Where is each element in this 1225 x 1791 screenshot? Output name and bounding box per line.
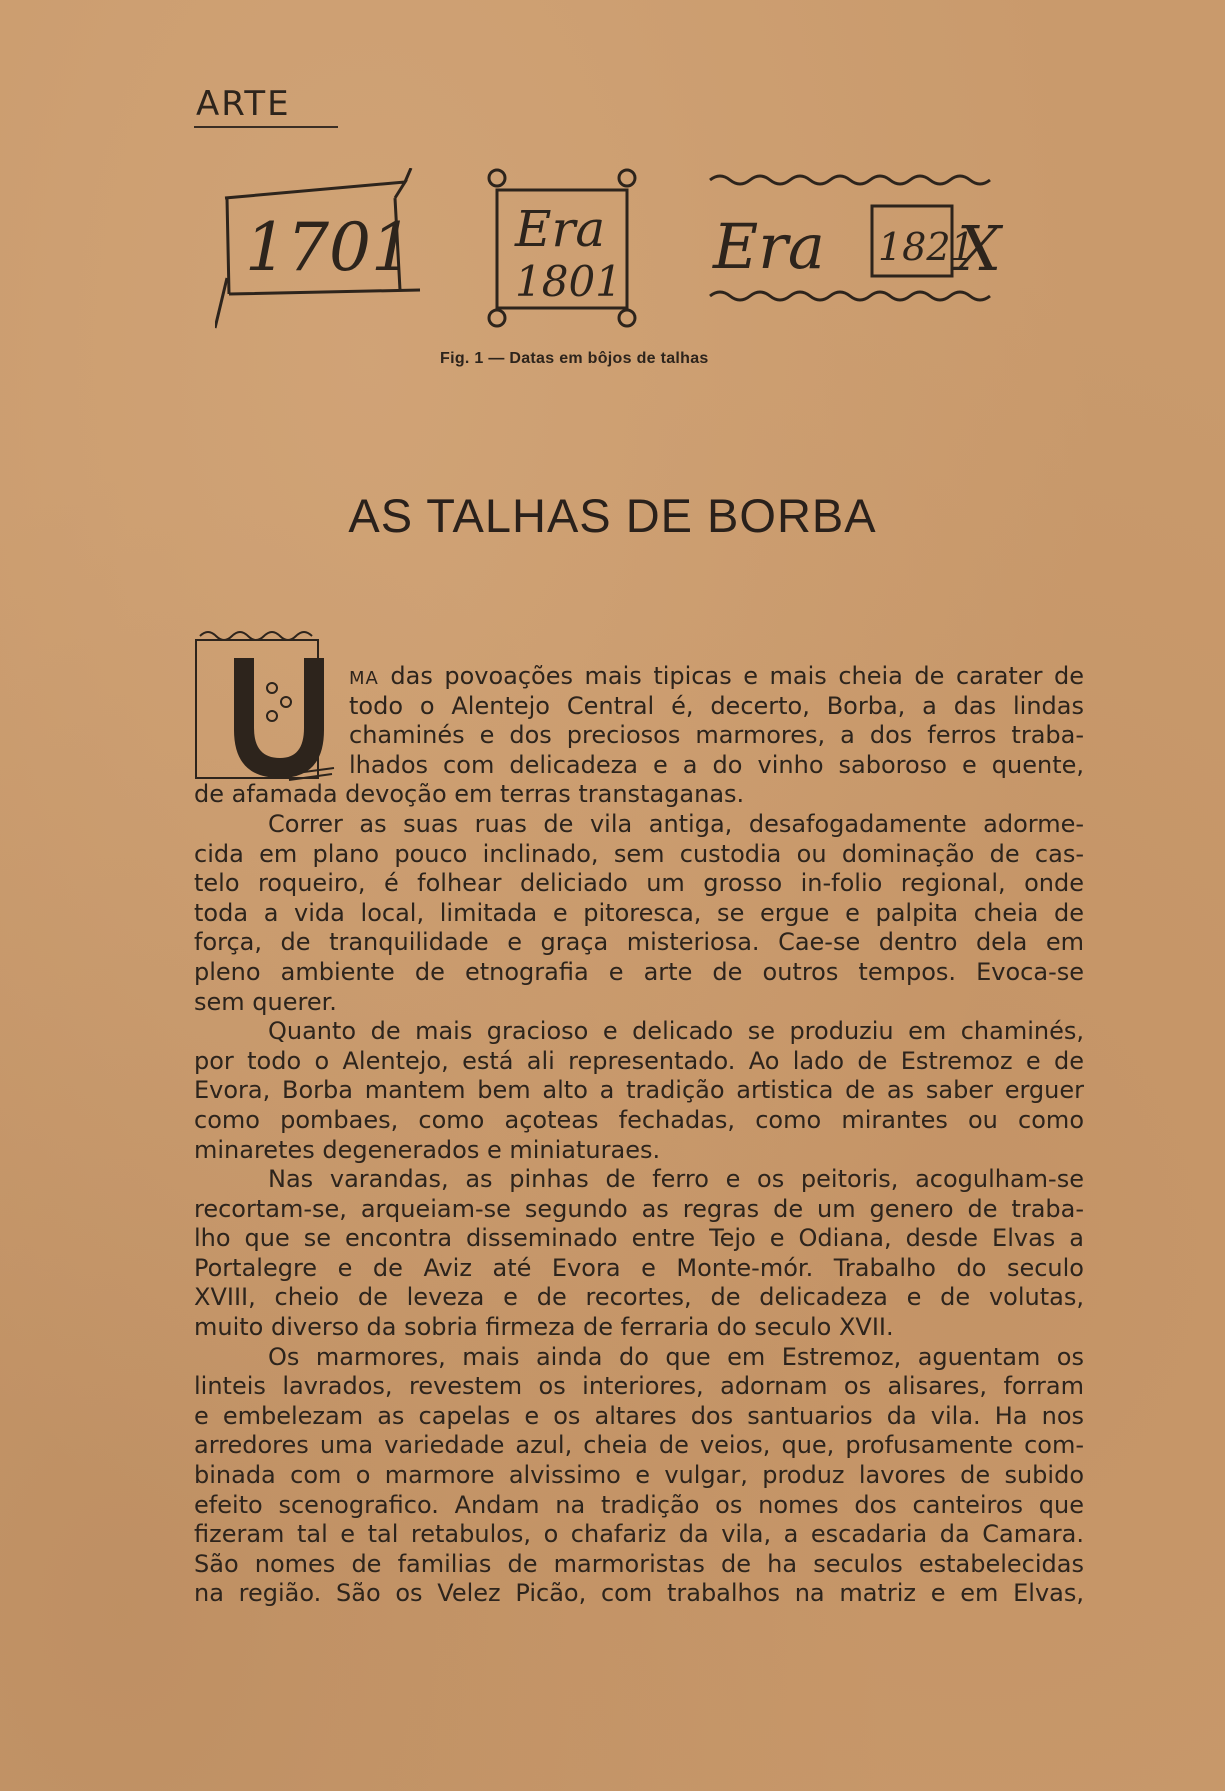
text-line: muito diverso da sobria firmeza de ferraria do seculo XVII. bbox=[194, 1313, 894, 1342]
text-line: binada com o marmore alvissimo e vulgar, produz lavores de subido bbox=[194, 1461, 1084, 1490]
text-line: e embelezam as capelas e os altares dos santuarios da vila. Ha nos bbox=[194, 1401, 1084, 1430]
text-line: MA das povoações mais tipicas e mais cheia de carater de bbox=[349, 662, 1084, 690]
svg-text:1701: 1701 bbox=[245, 209, 413, 286]
text-line: Quanto de mais gracioso e delicado se produziu em chaminés, bbox=[268, 1017, 1084, 1046]
text-line: cida em plano pouco inclinado, sem custodia ou dominação de cas- bbox=[194, 839, 1084, 868]
svg-text:X: X bbox=[957, 212, 1002, 285]
text-line: recortam-se, arqueiam-se segundo as regras de um genero de traba- bbox=[194, 1194, 1084, 1223]
text-line: minaretes degenerados e miniaturaes. bbox=[194, 1135, 661, 1164]
text-line: fizeram tal e tal retabulos, o chafariz da vila, a escadaria da Camara. bbox=[194, 1520, 1084, 1549]
text-line: efeito scenografico. Andam na tradição os nomes dos canteiros que bbox=[194, 1490, 1084, 1519]
text-line: Correr as suas ruas de vila antiga, desafogadamente adorme- bbox=[268, 809, 1084, 838]
text-line: Os marmores, mais ainda do que em Estremoz, aguentam os bbox=[268, 1342, 1084, 1371]
dropcap-lead-smallcaps: MA bbox=[349, 668, 379, 689]
article-body bbox=[194, 662, 1084, 1609]
text-line: linteis lavrados, revestem os interiores, adornam os alisares, forram bbox=[194, 1372, 1084, 1401]
text-line: arredores uma variedade azul, cheia de veios, que, profusamente com- bbox=[194, 1431, 1084, 1460]
text-line: São nomes de familias de marmoristas de ha seculos estabelecidas bbox=[194, 1549, 1084, 1578]
date-era-1801-engraving bbox=[489, 170, 635, 326]
svg-text:1801: 1801 bbox=[515, 257, 622, 306]
svg-text:Era: Era bbox=[713, 210, 825, 283]
date-era-1821-engraving bbox=[710, 176, 1004, 300]
date-1701-engraving bbox=[215, 168, 420, 328]
text-line: força, de tranquilidade e graça misteriosa. Cae-se dentro dela em bbox=[194, 928, 1084, 957]
svg-text:Era: Era bbox=[515, 200, 606, 258]
text-line: lhados com delicadeza e a do vinho saboroso e quente, bbox=[349, 750, 1084, 779]
text-line: chaminés e dos preciosos marmores, a dos ferros traba- bbox=[349, 721, 1084, 750]
date-engravings-illustration bbox=[215, 168, 1065, 343]
text-line: na região. São os Velez Picão, com trabalhos na matriz e em Elvas, bbox=[194, 1579, 1084, 1608]
text-line: lho que se encontra disseminado entre Tejo e Odiana, desde Elvas a bbox=[194, 1224, 1084, 1253]
text-line: Nas varandas, as pinhas de ferro e os peitoris, acogulham-se bbox=[268, 1165, 1084, 1194]
text-line: Evora, Borba mantem bem alto a tradição artistica de as saber erguer bbox=[194, 1076, 1084, 1105]
text-line: XVIII, cheio de leveza e de recortes, de delicadeza e de volutas, bbox=[194, 1283, 1084, 1312]
text-line: sem querer. bbox=[194, 987, 337, 1016]
section-header: ARTE bbox=[196, 84, 291, 124]
text-line: de afamada devoção em terras transtaganas. bbox=[194, 780, 745, 809]
figure-dates-on-jars bbox=[215, 168, 1065, 343]
text-line: todo o Alentejo Central é, decerto, Borba, a das lindas bbox=[349, 691, 1084, 720]
text-line: telo roqueiro, é folhear deliciado um grosso in-folio regional, onde bbox=[194, 869, 1084, 898]
figure-caption: Fig. 1 — Datas em bôjos de talhas bbox=[440, 350, 709, 367]
text-line: toda a vida local, limitada e pitoresca, se ergue e palpita cheia de bbox=[194, 898, 1084, 927]
header-underline bbox=[194, 126, 338, 128]
text-line: pleno ambiente de etnografia e arte de outros tempos. Evoca-se bbox=[194, 957, 1084, 986]
text-line: como pombaes, como açoteas fechadas, como mirantes ou como bbox=[194, 1105, 1084, 1134]
svg-text:1821: 1821 bbox=[878, 225, 975, 269]
text-line: Portalegre e de Aviz até Evora e Monte-mór. Trabalho do seculo bbox=[194, 1253, 1084, 1282]
article-title: AS TALHAS DE BORBA bbox=[348, 489, 877, 542]
text-line: por todo o Alentejo, está ali representado. Ao lado de Estremoz e de bbox=[194, 1046, 1084, 1075]
